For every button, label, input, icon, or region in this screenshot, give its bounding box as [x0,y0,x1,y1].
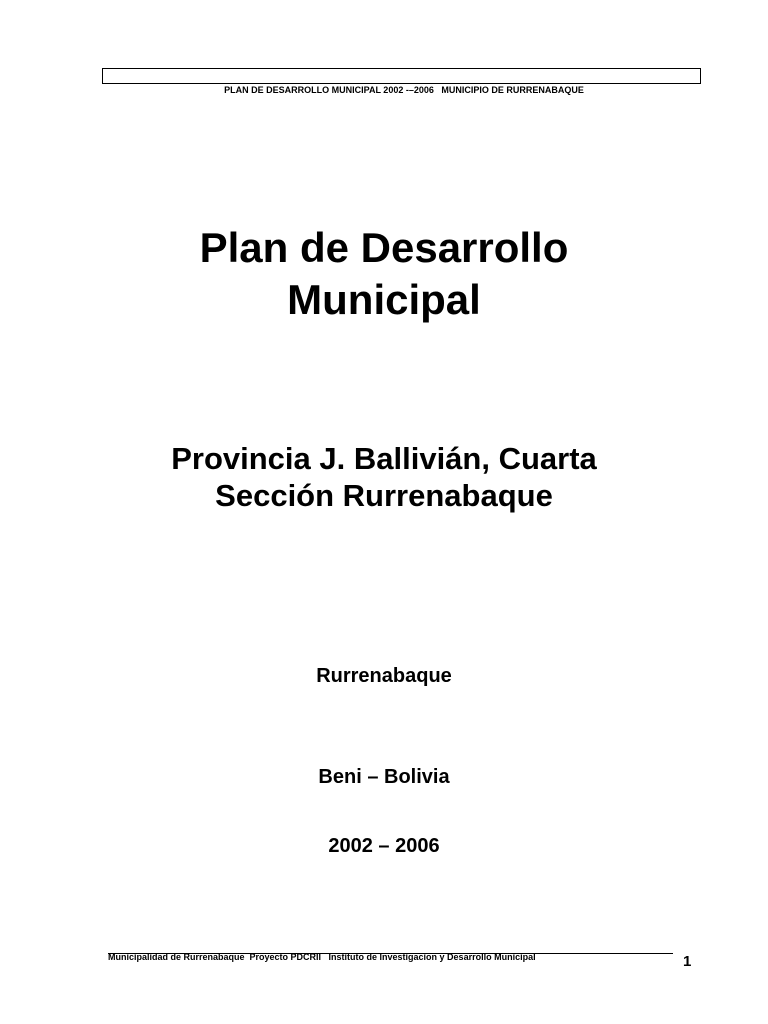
footer-text: Municipalidad de Rurrenabaque Proyecto PDCRII Instituto de Investigacion y Desarrollo Municipal [108,952,536,962]
document-title-line-2: Municipal [287,276,481,323]
document-title-line-1: Plan de Desarrollo [199,224,569,271]
document-subtitle-line-2: Sección Rurrenabaque [215,478,553,513]
footer-rule [108,953,673,954]
running-header [102,68,701,95]
city-name: Rurrenabaque [316,665,452,687]
document-subtitle [0,440,768,514]
region-name: Beni – Bolivia [318,766,450,788]
document-title [0,222,768,326]
plan-years: 2002 – 2006 [328,835,440,857]
running-header-text: PLAN DE DESARROLLO MUNICIPAL 2002 -–2006 MUNICIPIO DE RURRENABAQUE [224,85,584,95]
document-subtitle-line-1: Provincia J. Ballivián, Cuarta [171,441,597,476]
page-number: 1 [683,953,692,970]
